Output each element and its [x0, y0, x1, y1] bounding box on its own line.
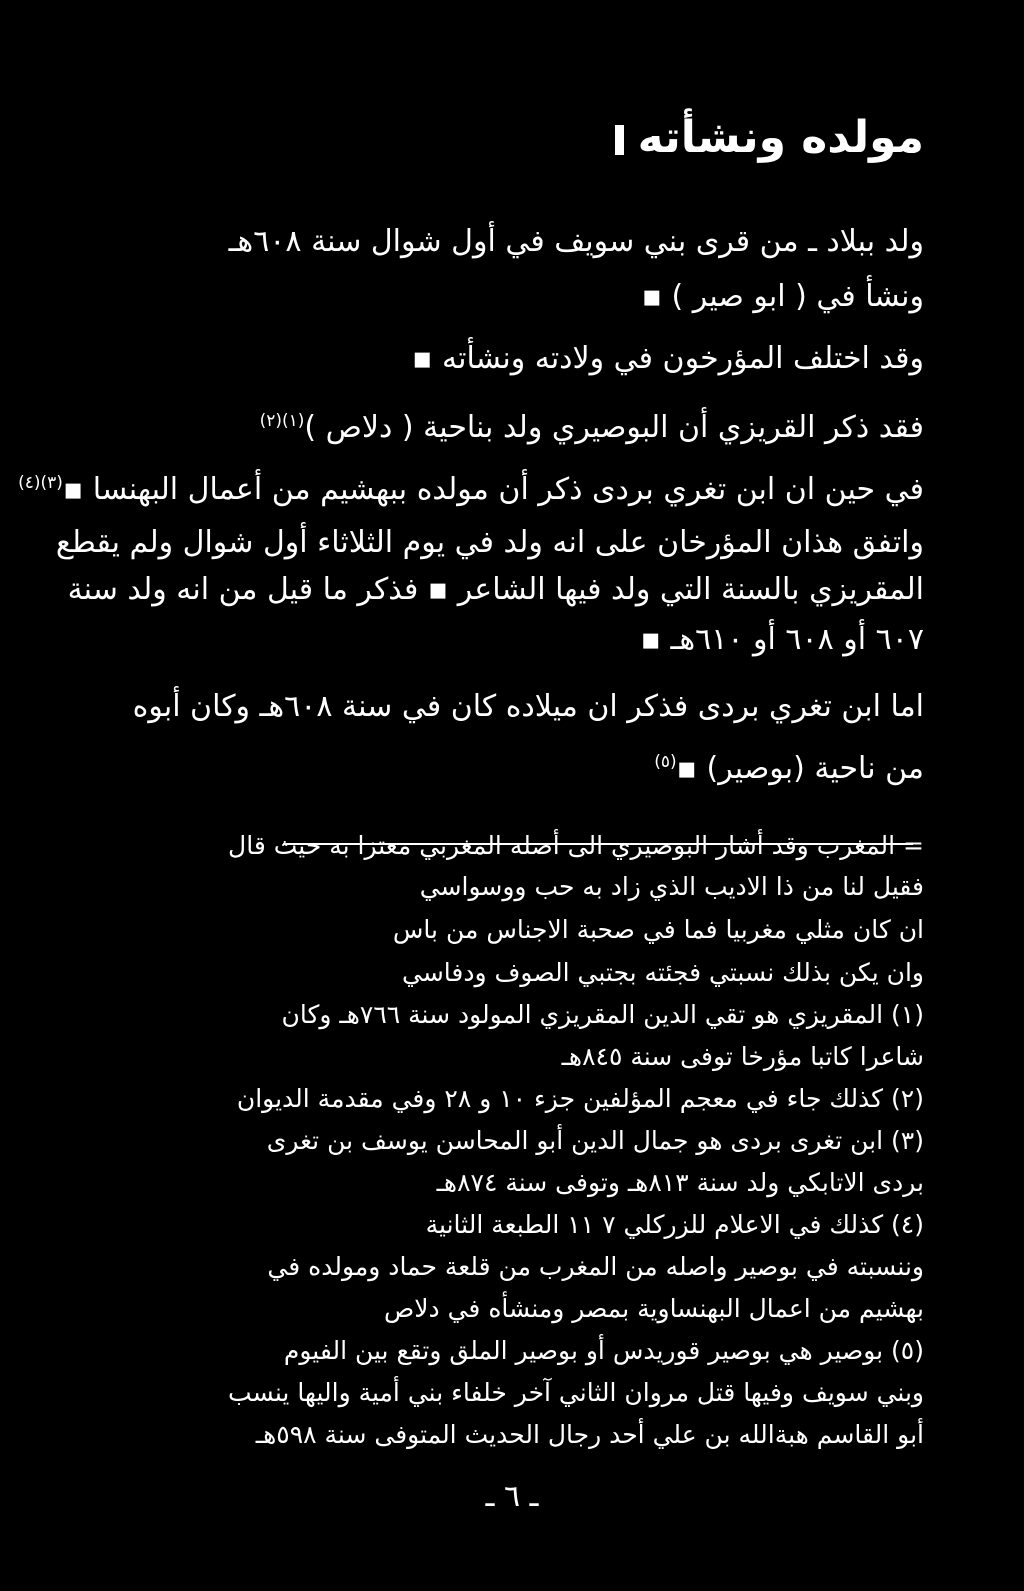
chapter-title — [615, 108, 924, 168]
body-line-2: ونشأ في ( ابو صير ) ▪ — [641, 279, 924, 314]
chapter-title-text: مولده ونشأته — [637, 112, 924, 163]
body-line-10 — [654, 740, 924, 791]
square-bullet-icon — [615, 125, 624, 155]
footnote-ref-3: (٣) — [40, 473, 63, 493]
footnote-line-3: ان كان مثلي مغربيا فما في صحبة الاجناس من باس — [392, 915, 924, 944]
body-line-5-text: في حين ان ابن تغري بردى ذكر أن مولده ببهشيم من أعمال البهنسا ▪ — [62, 472, 924, 507]
footnote-line-13: (٥) بوصير هي بوصير قوريدس أو بوصير الملق وتقع بين الفيوم — [283, 1336, 924, 1365]
body-line-8: ٦٠٧ أو ٦٠٨ أو ٦١٠هـ ▪ — [640, 622, 924, 657]
footnote-ref-2: (٢) — [259, 411, 282, 431]
footnote-ref-1: (١) — [282, 411, 305, 431]
footnote-line-6: شاعرا كاتبا مؤرخا توفى سنة ٨٤٥هـ — [561, 1042, 924, 1071]
footnote-line-5: (١) المقريزي هو تقي الدين المقريزي المولود سنة ٧٦٦هـ وكان — [281, 1000, 924, 1029]
body-line-10-text: من ناحية (بوصير) ▪ — [676, 751, 924, 786]
body-line-5 — [18, 461, 924, 512]
body-line-9: اما ابن تغري بردى فذكر ان ميلاده كان في سنة ٦٠٨هـ وكان أبوه — [132, 689, 924, 724]
footnote-line-7: (٢) كذلك جاء في معجم المؤلفين جزء ١٠ و ٢٨ وفي مقدمة الديوان — [236, 1084, 924, 1113]
footnote-line-1: = المغرب وقد أشار البوصيري الى أصله المغربي معتزا به حيث قال — [228, 831, 924, 860]
body-line-3: وقد اختلف المؤرخون في ولادته ونشأته ▪ — [412, 341, 924, 376]
body-line-7: المقريزي بالسنة التي ولد فيها الشاعر ▪ فذكر ما قيل من انه ولد سنة — [67, 572, 924, 607]
footnote-line-15: أبو القاسم هبةالله بن علي أحد رجال الحديث المتوفى سنة ٥٩٨هـ — [255, 1420, 924, 1449]
body-line-1: ولد ببلاد ـ من قرى بني سويف في أول شوال سنة ٦٠٨هـ — [228, 224, 924, 259]
body-line-4-text: فقد ذكر القريزي أن البوصيري ولد بناحية ( دلاص ) — [304, 410, 924, 445]
footnote-line-12: بهشيم من اعمال البهنساوية بمصر ومنشأه في دلاص — [384, 1294, 924, 1323]
body-line-4 — [260, 399, 924, 450]
footnote-line-11: وننسبته في بوصير واصله من المغرب من قلعة حماد ومولده في — [267, 1252, 924, 1281]
body-line-6: واتفق هذان المؤرخان على انه ولد في يوم الثلاثاء أول شوال ولم يقطع — [55, 525, 924, 560]
footnote-line-10: (٤) كذلك في الاعلام للزركلي ٧ ١١ الطبعة الثانية — [425, 1210, 924, 1239]
page-number: ـ ٦ ـ — [485, 1479, 539, 1514]
footnote-line-14: وبني سويف وفيها قتل مروان الثاني آخر خلفاء بني أمية واليها ينسب — [228, 1378, 924, 1407]
footnote-line-4: وان يكن بذلك نسبتي فجئته بجتبي الصوف ودفاسي — [402, 958, 924, 987]
footnote-line-2: فقيل لنا من ذا الاديب الذي زاد به حب ووسواسي — [419, 872, 924, 901]
footnote-ref-5: (٥) — [654, 752, 677, 772]
footnote-ref-4: (٤) — [18, 473, 41, 493]
footnote-line-9: بردى الاتابكي ولد سنة ٨١٣هـ وتوفى سنة ٨٧٤هـ — [436, 1168, 924, 1197]
footnote-line-8: (٣) ابن تغرى بردى هو جمال الدين أبو المحاسن يوسف بن تغرى — [266, 1126, 924, 1155]
